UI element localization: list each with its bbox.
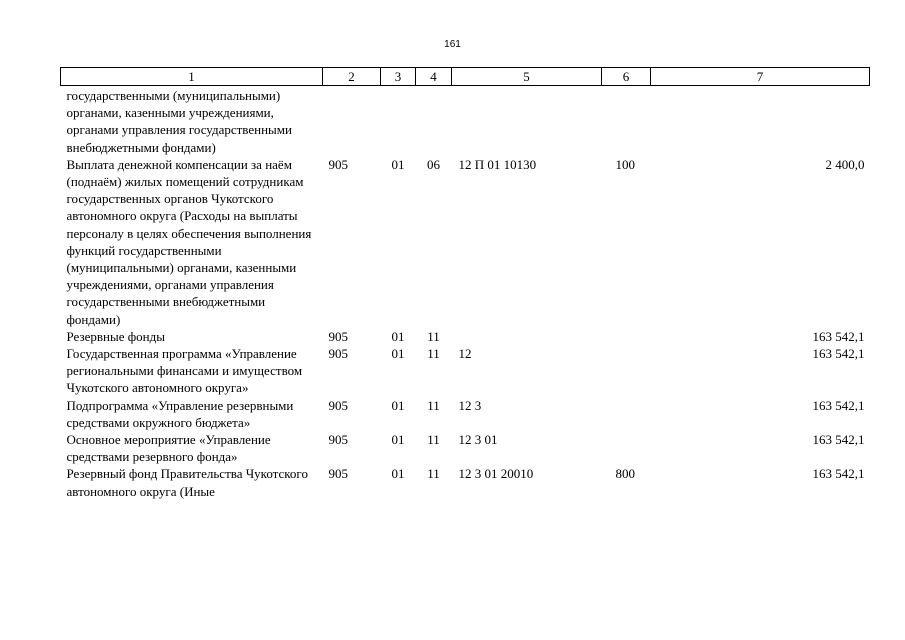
row-csr bbox=[452, 86, 602, 156]
table-row bbox=[61, 397, 870, 431]
row-pr: 11 bbox=[427, 397, 440, 413]
row-gr: 905 bbox=[328, 156, 348, 172]
row-csr: 12 bbox=[458, 346, 472, 362]
row-vr bbox=[602, 397, 651, 431]
row-csr: 12 П 01 10130 bbox=[458, 156, 537, 172]
row-pr: 11 bbox=[427, 328, 440, 344]
row-rz: 01 bbox=[391, 432, 405, 448]
header-col-2: 2 bbox=[323, 68, 381, 86]
table-row bbox=[61, 156, 870, 328]
row-csr: 12 3 01 bbox=[458, 432, 498, 448]
row-pr bbox=[416, 86, 452, 156]
table-row bbox=[61, 465, 870, 499]
row-vr bbox=[602, 86, 651, 156]
row-name: Резервные фонды bbox=[66, 328, 165, 344]
row-gr: 905 bbox=[328, 346, 348, 362]
budget-table-container bbox=[60, 67, 869, 500]
table-header bbox=[61, 68, 870, 86]
table-row bbox=[61, 345, 870, 397]
row-sum: 163 542,1 bbox=[812, 397, 865, 413]
row-vr bbox=[602, 328, 651, 345]
row-rz: 01 bbox=[391, 346, 405, 362]
header-row bbox=[61, 68, 870, 86]
row-sum: 163 542,1 bbox=[812, 466, 865, 482]
row-sum bbox=[651, 86, 870, 156]
row-name: Выплата денежной компенсации за наём (поднаём) жилых помещений сотрудникам государственных органов Чукотского автономного округа (Расходы на выплаты персоналу в целях обеспечения выполнения функций государственными (муниципальными) органами, казенными учреждениями, органами управления государственными внебюджетными фондами) bbox=[66, 156, 312, 327]
row-pr: 11 bbox=[427, 466, 440, 482]
page-number: 161 bbox=[444, 39, 461, 50]
row-gr: 905 bbox=[328, 466, 348, 482]
row-pr: 06 bbox=[427, 156, 440, 172]
table-row bbox=[61, 328, 870, 345]
row-rz: 01 bbox=[391, 156, 405, 172]
row-sum: 163 542,1 bbox=[812, 432, 865, 448]
row-sum: 163 542,1 bbox=[812, 346, 865, 362]
header-col-7: 7 bbox=[651, 68, 870, 86]
table-row bbox=[61, 431, 870, 465]
row-rz: 01 bbox=[391, 328, 405, 344]
table-row bbox=[61, 86, 870, 156]
row-name: Государственная программа «Управление региональными финансами и имуществом Чукотского автономного округа» bbox=[66, 346, 303, 396]
row-gr bbox=[323, 86, 381, 156]
row-rz bbox=[381, 86, 416, 156]
budget-table bbox=[60, 67, 870, 500]
header-col-3: 3 bbox=[381, 68, 416, 86]
row-csr bbox=[452, 328, 602, 345]
row-gr: 905 bbox=[328, 397, 348, 413]
row-sum: 2 400,0 bbox=[825, 156, 865, 172]
row-pr: 11 bbox=[427, 432, 440, 448]
row-vr: 800 bbox=[615, 466, 635, 482]
row-rz: 01 bbox=[391, 397, 405, 413]
row-csr: 12 3 01 20010 bbox=[458, 466, 534, 482]
row-csr: 12 3 bbox=[458, 397, 482, 413]
header-col-1: 1 bbox=[61, 68, 323, 86]
row-name: Подпрограмма «Управление резервными средствами окружного бюджета» bbox=[66, 397, 294, 430]
row-name: Основное мероприятие «Управление средствами резервного фонда» bbox=[66, 432, 271, 465]
table-body bbox=[61, 86, 870, 500]
row-vr bbox=[602, 345, 651, 397]
row-gr: 905 bbox=[328, 328, 348, 344]
row-gr: 905 bbox=[328, 432, 348, 448]
row-pr: 11 bbox=[427, 346, 440, 362]
row-vr bbox=[602, 431, 651, 465]
row-vr: 100 bbox=[615, 156, 635, 172]
header-col-4: 4 bbox=[416, 68, 452, 86]
row-sum: 163 542,1 bbox=[812, 328, 865, 344]
header-col-5: 5 bbox=[452, 68, 602, 86]
row-name: государственными (муниципальными) органами, казенными учреждениями, органами управления государственными внебюджетными фондами) bbox=[66, 88, 292, 155]
row-rz: 01 bbox=[391, 466, 405, 482]
header-col-6: 6 bbox=[602, 68, 651, 86]
row-name: Резервный фонд Правительства Чукотского автономного округа (Иные bbox=[66, 466, 308, 499]
